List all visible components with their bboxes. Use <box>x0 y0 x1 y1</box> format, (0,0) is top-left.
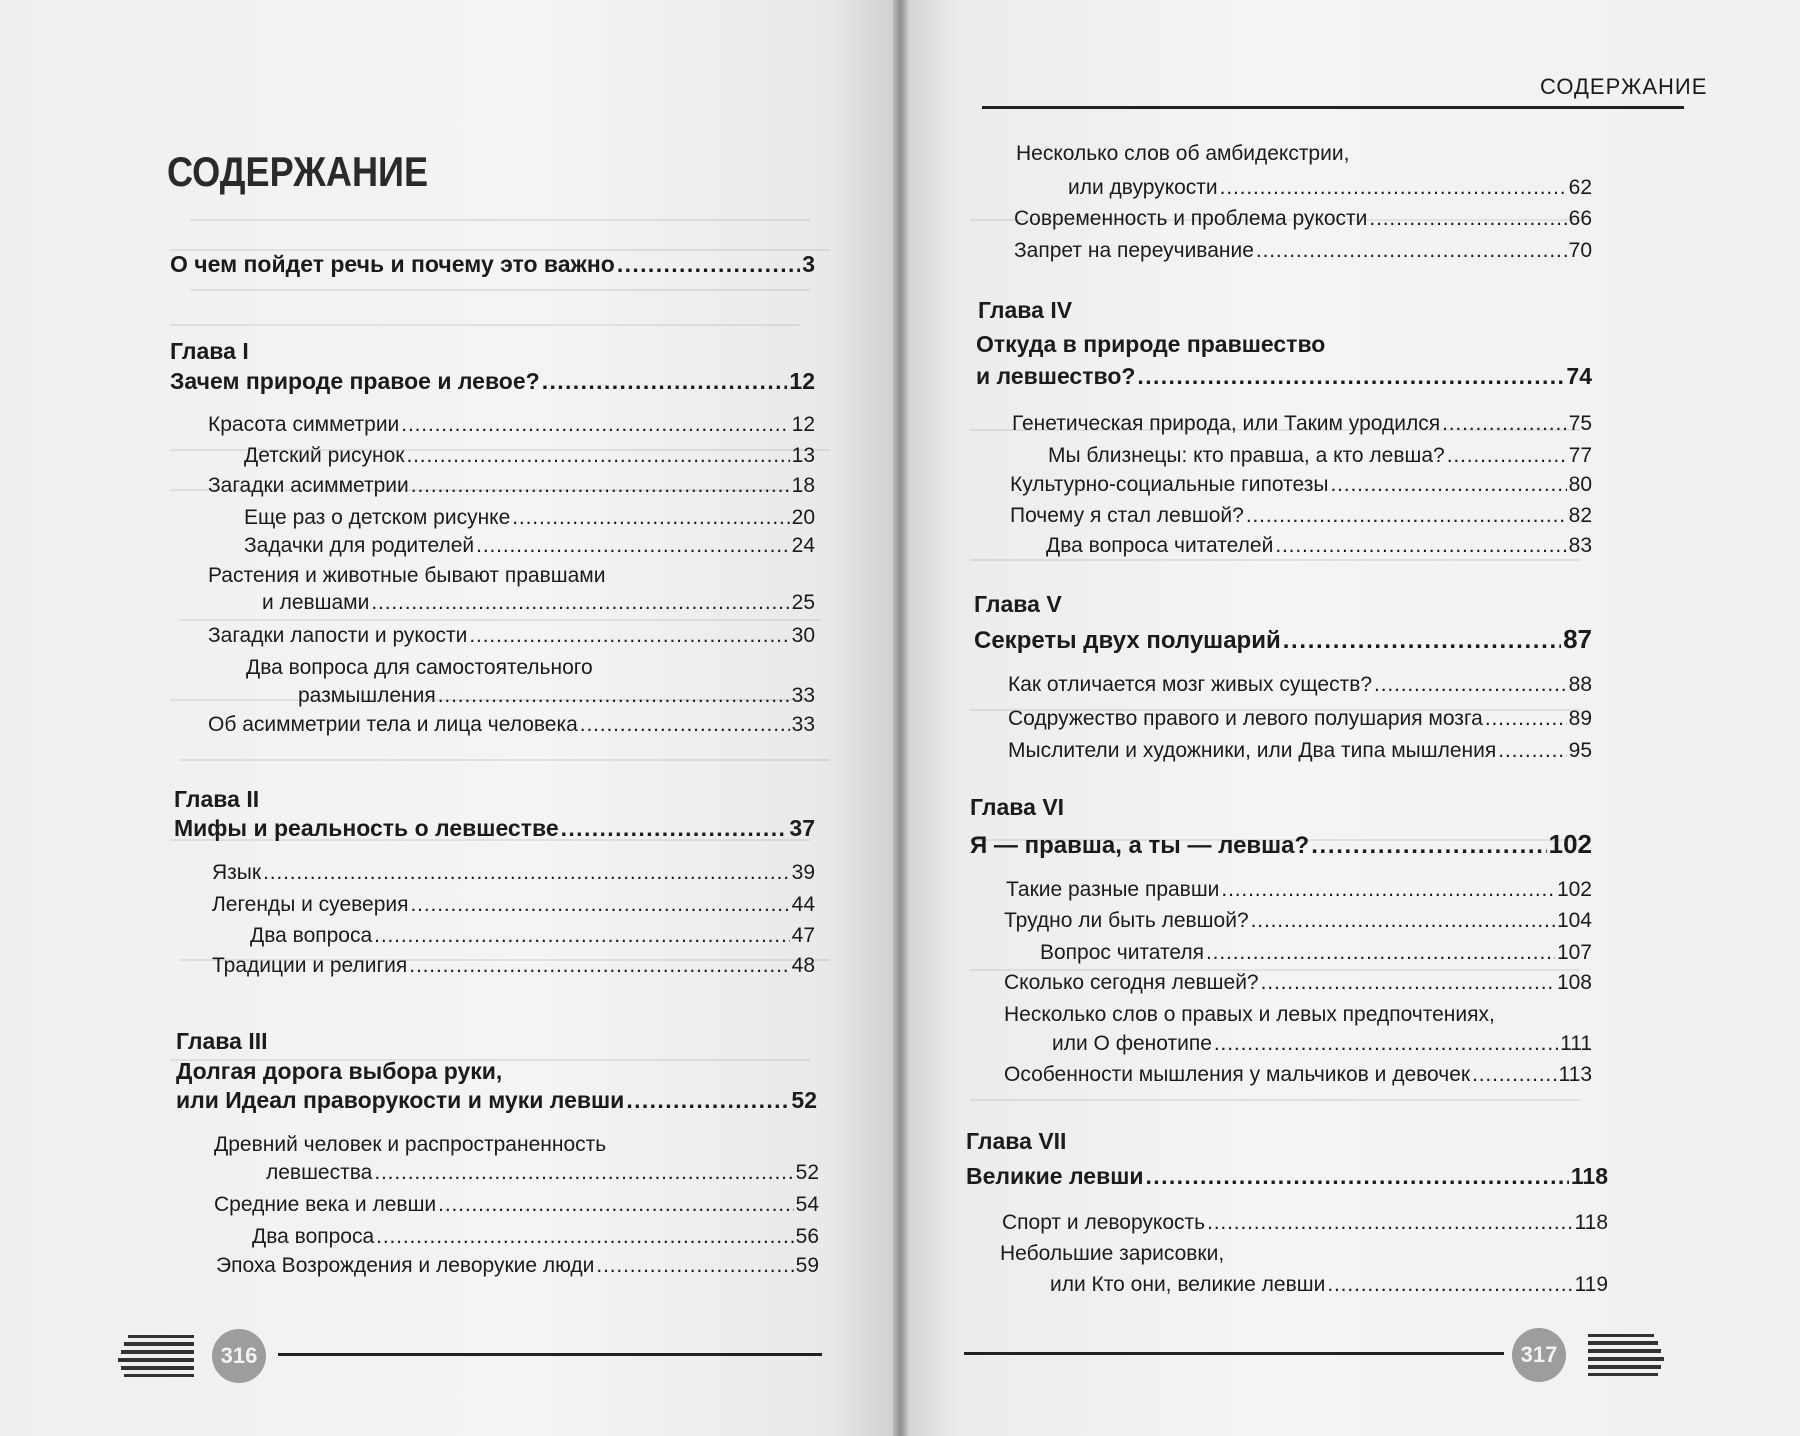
chapter-heading: Глава V <box>974 591 1062 617</box>
toc-entry[interactable] <box>1046 533 1592 559</box>
toc-entry-page: 20 <box>791 506 815 529</box>
leader-dots <box>374 1160 793 1186</box>
leader-dots <box>617 251 800 277</box>
toc-entry[interactable] <box>1050 1272 1608 1298</box>
chapter-heading: Глава III <box>176 1028 268 1054</box>
toc-entry-label: Мыслители и художники, или Два типа мышления <box>1008 739 1497 762</box>
toc-entry-label: или О фенотипе <box>1052 1032 1212 1055</box>
leader-dots <box>409 953 789 979</box>
toc-entry-page: 24 <box>791 534 815 557</box>
toc-entry-label: Язык <box>212 861 262 884</box>
chapter-title: или Идеал праворукости и муки левши <box>176 1087 625 1113</box>
leader-dots <box>1251 908 1555 934</box>
toc-entry-page: 119 <box>1574 1273 1608 1296</box>
toc-entry-label: Два вопроса <box>252 1225 375 1248</box>
toc-entry-label: Спорт и леворукость <box>1002 1211 1206 1234</box>
toc-entry[interactable] <box>1004 970 1592 996</box>
toc-entry-page: 62 <box>1568 176 1592 199</box>
toc-entry-label: или Кто они, великие левши <box>1050 1273 1326 1296</box>
toc-entry[interactable] <box>212 860 815 886</box>
toc-entry-label: Почему я стал левшой? <box>1010 504 1244 527</box>
toc-entry-label: размышления <box>298 684 436 707</box>
toc-entry-page: 77 <box>1568 444 1592 467</box>
toc-entry-label: Задачки для родителей <box>244 534 475 557</box>
toc-entry[interactable] <box>1002 1210 1608 1236</box>
footer-stripes-decoration <box>118 1335 194 1381</box>
toc-chapter-title[interactable] <box>966 1163 1608 1189</box>
leader-dots <box>1275 533 1566 559</box>
toc-entry-page: 82 <box>1568 504 1592 527</box>
toc-entry-page: 3 <box>802 251 815 277</box>
footer-rule <box>278 1353 822 1356</box>
leader-dots <box>438 683 790 709</box>
leader-dots <box>476 533 789 559</box>
toc-entry-page: 113 <box>1558 1063 1592 1086</box>
leader-dots <box>1207 1210 1572 1236</box>
toc-entry[interactable] <box>1014 206 1592 232</box>
toc-entry-page: 59 <box>795 1254 819 1277</box>
toc-entry[interactable] <box>1006 877 1592 903</box>
toc-entry-label: Загадки асимметрии <box>208 474 409 497</box>
chapter-heading: Глава VI <box>970 794 1065 820</box>
toc-entry-label: Два вопроса читателей <box>1046 534 1274 557</box>
toc-entry[interactable] <box>208 712 815 738</box>
leader-dots <box>1472 1062 1556 1088</box>
toc-entry-page: 13 <box>791 444 815 467</box>
toc-entry-page: 66 <box>1568 207 1592 230</box>
toc-entry[interactable] <box>214 1192 819 1218</box>
chapter-title: Я — правша, а ты — левша? <box>970 832 1310 859</box>
toc-entry[interactable] <box>1008 672 1592 698</box>
toc-entry[interactable] <box>212 953 815 979</box>
toc-entry[interactable] <box>1014 238 1592 264</box>
leader-dots <box>561 815 788 841</box>
header-rule <box>982 106 1684 109</box>
toc-entry-label: Легенды и суеверия <box>212 893 409 916</box>
toc-entry-page: 52 <box>795 1161 819 1184</box>
leader-dots <box>1221 877 1555 903</box>
toc-entry-page: 70 <box>1568 239 1592 262</box>
toc-entry-label: Мы близнецы: кто правша, а кто левша? <box>1048 444 1445 467</box>
chapter-title: Великие левши <box>966 1163 1144 1189</box>
chapter-page: 52 <box>791 1087 817 1113</box>
toc-entry-page: 12 <box>791 413 815 436</box>
toc-entry-page: 75 <box>1568 412 1592 435</box>
toc-chapter-title[interactable] <box>976 363 1592 389</box>
leader-dots <box>1485 706 1567 732</box>
toc-entry-page: 83 <box>1568 534 1592 557</box>
toc-entry-page: 80 <box>1568 473 1592 496</box>
toc-entry[interactable] <box>1004 908 1592 934</box>
toc-entry-page: 88 <box>1568 673 1592 696</box>
toc-entry-label: или двурукости <box>1068 176 1218 199</box>
toc-entry-page: 39 <box>791 861 815 884</box>
toc-chapter-title[interactable] <box>170 368 815 394</box>
toc-entry-label: и левшами <box>262 591 370 614</box>
chapter-title: Секреты двух полушарий <box>974 627 1281 654</box>
chapter-heading: Глава VII <box>966 1128 1067 1154</box>
toc-entry-page: 54 <box>795 1193 819 1216</box>
toc-entry[interactable] <box>262 590 815 616</box>
chapter-title-line1: Долгая дорога выбора руки, <box>176 1058 503 1084</box>
chapter-title: и левшество? <box>976 363 1136 389</box>
toc-entry[interactable] <box>252 1224 819 1250</box>
leader-dots <box>1246 503 1567 529</box>
chapter-heading: Глава I <box>170 338 249 364</box>
toc-entry-page: 25 <box>791 591 815 614</box>
toc-entry-label-line1: Древний человек и распространенность <box>214 1133 607 1156</box>
toc-entry-label: Традиции и религия <box>212 954 408 977</box>
toc-entry[interactable] <box>1048 443 1592 469</box>
chapter-page: 118 <box>1570 1163 1608 1189</box>
toc-entry[interactable] <box>208 412 815 438</box>
chapter-page: 74 <box>1566 363 1592 389</box>
toc-entry[interactable] <box>216 1253 819 1279</box>
chapter-title: Зачем природе правое и левое? <box>170 368 540 394</box>
leader-dots <box>580 712 790 738</box>
toc-entry[interactable] <box>1010 503 1592 529</box>
toc-entry-label: Два вопроса <box>250 924 373 947</box>
toc-entry-page: 118 <box>1574 1211 1608 1234</box>
toc-entry-label-line1: Несколько слов о правых и левых предпочтениях, <box>1004 1003 1495 1026</box>
toc-entry-page: 107 <box>1556 941 1592 964</box>
toc-chapter-title[interactable] <box>176 1087 817 1113</box>
leader-dots <box>1311 833 1546 859</box>
toc-entry-label-line1: Несколько слов об амбидекстрии, <box>1016 142 1350 165</box>
toc-entry[interactable] <box>1068 175 1592 201</box>
leader-dots <box>438 1192 793 1218</box>
toc-entry-label: Генетическая природа, или Таким уродился <box>1012 412 1441 435</box>
toc-entry-label-line1: Два вопроса для самостоятельного <box>246 656 593 679</box>
leader-dots <box>1330 472 1566 498</box>
leader-dots <box>1256 238 1567 264</box>
toc-entry-page: 47 <box>791 924 815 947</box>
toc-entry-label-line1: Небольшие зарисовки, <box>1000 1242 1225 1265</box>
toc-entry-page: 108 <box>1556 971 1592 994</box>
toc-entry[interactable] <box>298 683 815 709</box>
leader-dots <box>1327 1272 1572 1298</box>
toc-entry-page: 33 <box>791 684 815 707</box>
toc-entry-label-line1: Растения и животные бывают правшами <box>208 564 606 587</box>
footer-stripes-decoration <box>1588 1334 1664 1380</box>
toc-entry[interactable] <box>250 923 815 949</box>
leader-dots <box>512 505 789 531</box>
chapter-page: 12 <box>789 368 815 394</box>
leader-dots <box>1283 628 1561 654</box>
toc-entry-page: 30 <box>791 624 815 647</box>
leader-dots <box>626 1087 789 1113</box>
toc-entry-label: Детский рисунок <box>244 444 405 467</box>
toc-entry-label: Об асимметрии тела и лица человека <box>208 713 578 736</box>
toc-entry[interactable] <box>1040 940 1592 966</box>
toc-entry-page: 48 <box>791 954 815 977</box>
toc-entry[interactable] <box>244 443 815 469</box>
chapter-title-line1: Откуда в природе правшество <box>976 331 1326 357</box>
toc-entry-label: Культурно-социальные гипотезы <box>1010 473 1329 496</box>
toc-entry[interactable] <box>1004 1062 1592 1088</box>
toc-entry-label: Эпоха Возрождения и леворукие люди <box>216 1254 595 1277</box>
leader-dots <box>1369 206 1566 232</box>
leader-dots <box>1442 411 1567 437</box>
leader-dots <box>376 1224 793 1250</box>
chapter-title: Мифы и реальность о левшестве <box>174 815 559 841</box>
leader-dots <box>1220 175 1567 201</box>
toc-chapter-title[interactable] <box>974 626 1592 654</box>
toc-entry-page: 104 <box>1556 909 1592 932</box>
toc-entry[interactable] <box>1012 411 1592 437</box>
toc-entry-label: Средние века и левши <box>214 1193 437 1216</box>
toc-entry-label: Особенности мышления у мальчиков и девочек <box>1004 1063 1471 1086</box>
leader-dots <box>401 412 789 438</box>
toc-entry-label: Содружество правого и левого полушария мозга <box>1008 707 1483 730</box>
running-head: СОДЕРЖАНИЕ <box>1540 74 1708 99</box>
page-number-badge: 316 <box>212 1329 266 1383</box>
leader-dots <box>1374 672 1567 698</box>
toc-chapter-title[interactable] <box>174 815 815 841</box>
chapter-heading: Глава II <box>174 786 260 812</box>
toc-entry-page: 18 <box>791 474 815 497</box>
leader-dots <box>1498 738 1566 764</box>
page-number-badge: 317 <box>1512 1328 1566 1382</box>
toc-entry-label: Красота симметрии <box>208 413 400 436</box>
toc-entry-page: 111 <box>1560 1032 1592 1055</box>
toc-entry[interactable] <box>266 1160 819 1186</box>
leader-dots <box>1137 363 1564 389</box>
chapter-heading: Глава IV <box>978 297 1073 323</box>
chapter-page: 102 <box>1548 829 1592 859</box>
toc-entry-label: Такие разные правши <box>1006 878 1220 901</box>
leader-dots <box>1146 1163 1569 1189</box>
leader-dots <box>371 590 789 616</box>
toc-entry-page: 44 <box>791 893 815 916</box>
leader-dots <box>374 923 789 949</box>
leader-dots <box>411 892 790 918</box>
toc-entry-label: Сколько сегодня левшей? <box>1004 971 1259 994</box>
footer-rule <box>964 1352 1504 1355</box>
toc-entry[interactable] <box>1052 1031 1592 1057</box>
toc-entry-page: 95 <box>1568 739 1592 762</box>
toc-entry-label: левшества <box>266 1161 373 1184</box>
toc-entry[interactable] <box>1008 738 1592 764</box>
leader-dots <box>596 1253 793 1279</box>
leader-dots <box>542 368 788 394</box>
toc-entry-label: Как отличается мозг живых существ? <box>1008 673 1373 696</box>
leader-dots <box>406 443 789 469</box>
toc-entry-label: Современность и проблема рукости <box>1014 207 1368 230</box>
toc-entry[interactable] <box>208 623 815 649</box>
leader-dots <box>1261 970 1555 996</box>
toc-entry-label: Еще раз о детском рисунке <box>244 506 511 529</box>
toc-entry-page: 89 <box>1568 707 1592 730</box>
page-title: СОДЕРЖАНИЕ <box>167 148 429 195</box>
leader-dots <box>1214 1031 1558 1057</box>
toc-entry[interactable] <box>1008 706 1592 732</box>
leader-dots <box>411 473 790 499</box>
toc-entry-page: 56 <box>795 1225 819 1248</box>
toc-entry[interactable] <box>244 533 815 559</box>
toc-entry-label: Загадки лапости и рукости <box>208 624 468 647</box>
toc-entry-intro[interactable] <box>170 251 815 277</box>
toc-entry-label: О чем пойдет речь и почему это важно <box>170 251 615 277</box>
toc-chapter-title[interactable] <box>970 831 1592 859</box>
toc-entry-label: Трудно ли быть левшой? <box>1004 909 1249 932</box>
leader-dots <box>469 623 789 649</box>
toc-entry[interactable] <box>244 505 815 531</box>
chapter-page: 37 <box>789 815 815 841</box>
leader-dots <box>1206 940 1555 966</box>
toc-entry[interactable] <box>212 892 815 918</box>
toc-entry[interactable] <box>1010 472 1592 498</box>
toc-entry-label: Запрет на переучивание <box>1014 239 1254 262</box>
toc-entry-page: 33 <box>791 713 815 736</box>
toc-entry-page: 102 <box>1556 878 1592 901</box>
toc-entry[interactable] <box>208 473 815 499</box>
toc-entry-label: Вопрос читателя <box>1040 941 1205 964</box>
leader-dots <box>1447 443 1567 469</box>
leader-dots <box>263 860 790 886</box>
chapter-page: 87 <box>1563 624 1592 654</box>
